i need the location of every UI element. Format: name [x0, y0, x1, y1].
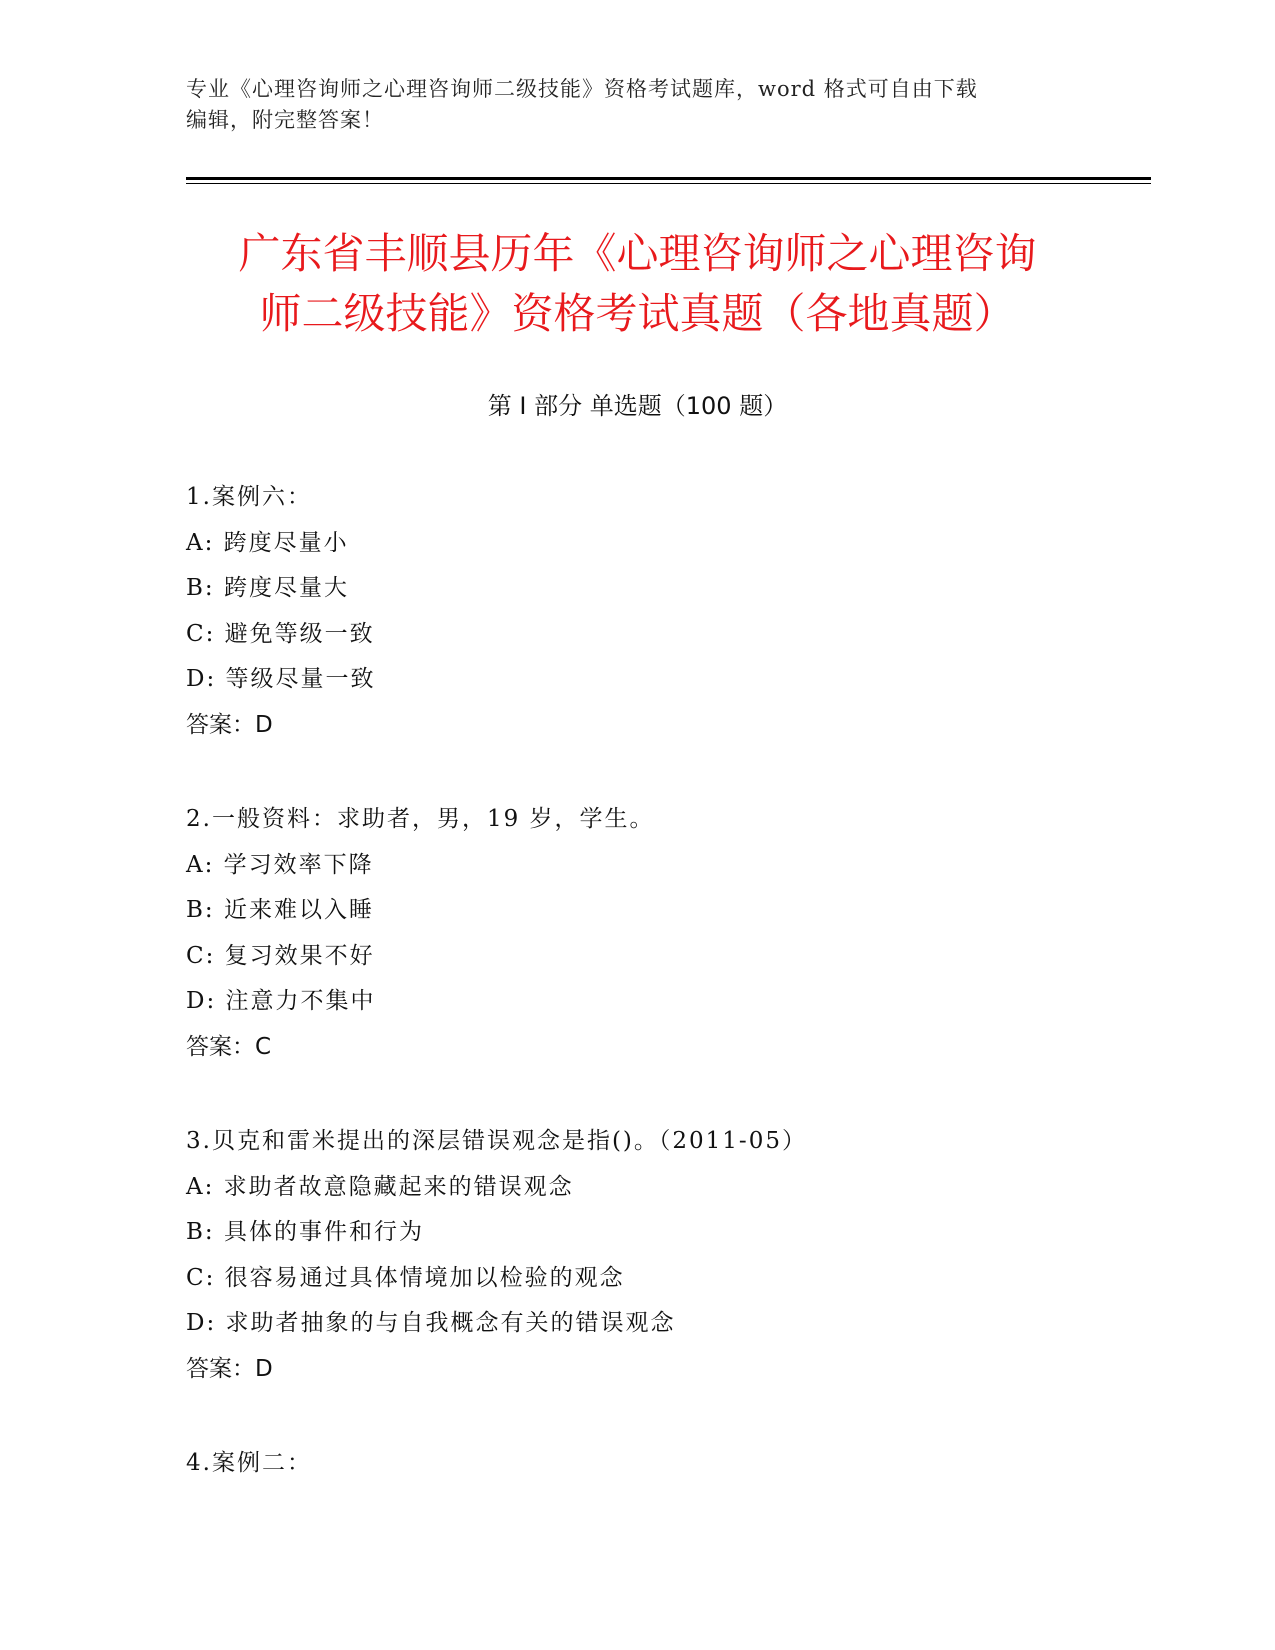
header-rule-thick	[186, 177, 1151, 180]
option-b: B: 跨度尽量大	[186, 575, 349, 601]
header-rule-thin	[186, 183, 1151, 184]
header-note-line-1: 专业《心理咨询师之心理咨询师二级技能》资格考试题库，word 格式可自由下载	[186, 77, 978, 101]
option-c: C: 很容易通过具体情境加以检验的观念	[186, 1264, 625, 1291]
question-3	[186, 1119, 1146, 1392]
question-2	[186, 797, 1146, 1070]
question-stem: 4.案例二：	[186, 1450, 312, 1476]
question-stem: 3.贝克和雷米提出的深层错误观念是指()。（2011-05）	[186, 1128, 807, 1154]
option-a: A: 学习效率下降	[186, 851, 374, 878]
answer-label: 答案：C	[186, 1033, 272, 1060]
option-d: D: 求助者抽象的与自我概念有关的错误观念	[186, 1310, 676, 1336]
option-c: C: 避免等级一致	[186, 620, 375, 647]
answer-label: 答案：D	[186, 711, 273, 738]
question-stem: 1.案例六：	[186, 484, 312, 510]
document-title	[150, 224, 1125, 344]
option-c: C: 复习效果不好	[186, 942, 375, 969]
option-a: A: 求助者故意隐藏起来的错误观念	[186, 1173, 574, 1200]
option-b: B: 近来难以入睡	[186, 897, 374, 923]
question-list	[186, 475, 1146, 1536]
option-d: D: 注意力不集中	[186, 988, 376, 1014]
question-4	[186, 1441, 1146, 1487]
option-d: D: 等级尽量一致	[186, 666, 376, 692]
question-1	[186, 475, 1146, 748]
answer-label: 答案：D	[186, 1355, 273, 1382]
header-note	[186, 74, 1086, 136]
header-note-line-2: 编辑，附完整答案！	[186, 108, 384, 132]
section-heading: 第 I 部分 单选题（100 题）	[487, 392, 788, 420]
document-title-line-1: 广东省丰顺县历年《心理咨询师之心理咨询	[238, 229, 1037, 278]
document-title-line-2: 师二级技能》资格考试真题（各地真题）	[259, 289, 1016, 338]
question-stem: 2.一般资料：求助者，男，19 岁，学生。	[186, 806, 655, 832]
option-a: A: 跨度尽量小	[186, 529, 349, 556]
option-b: B: 具体的事件和行为	[186, 1219, 424, 1245]
